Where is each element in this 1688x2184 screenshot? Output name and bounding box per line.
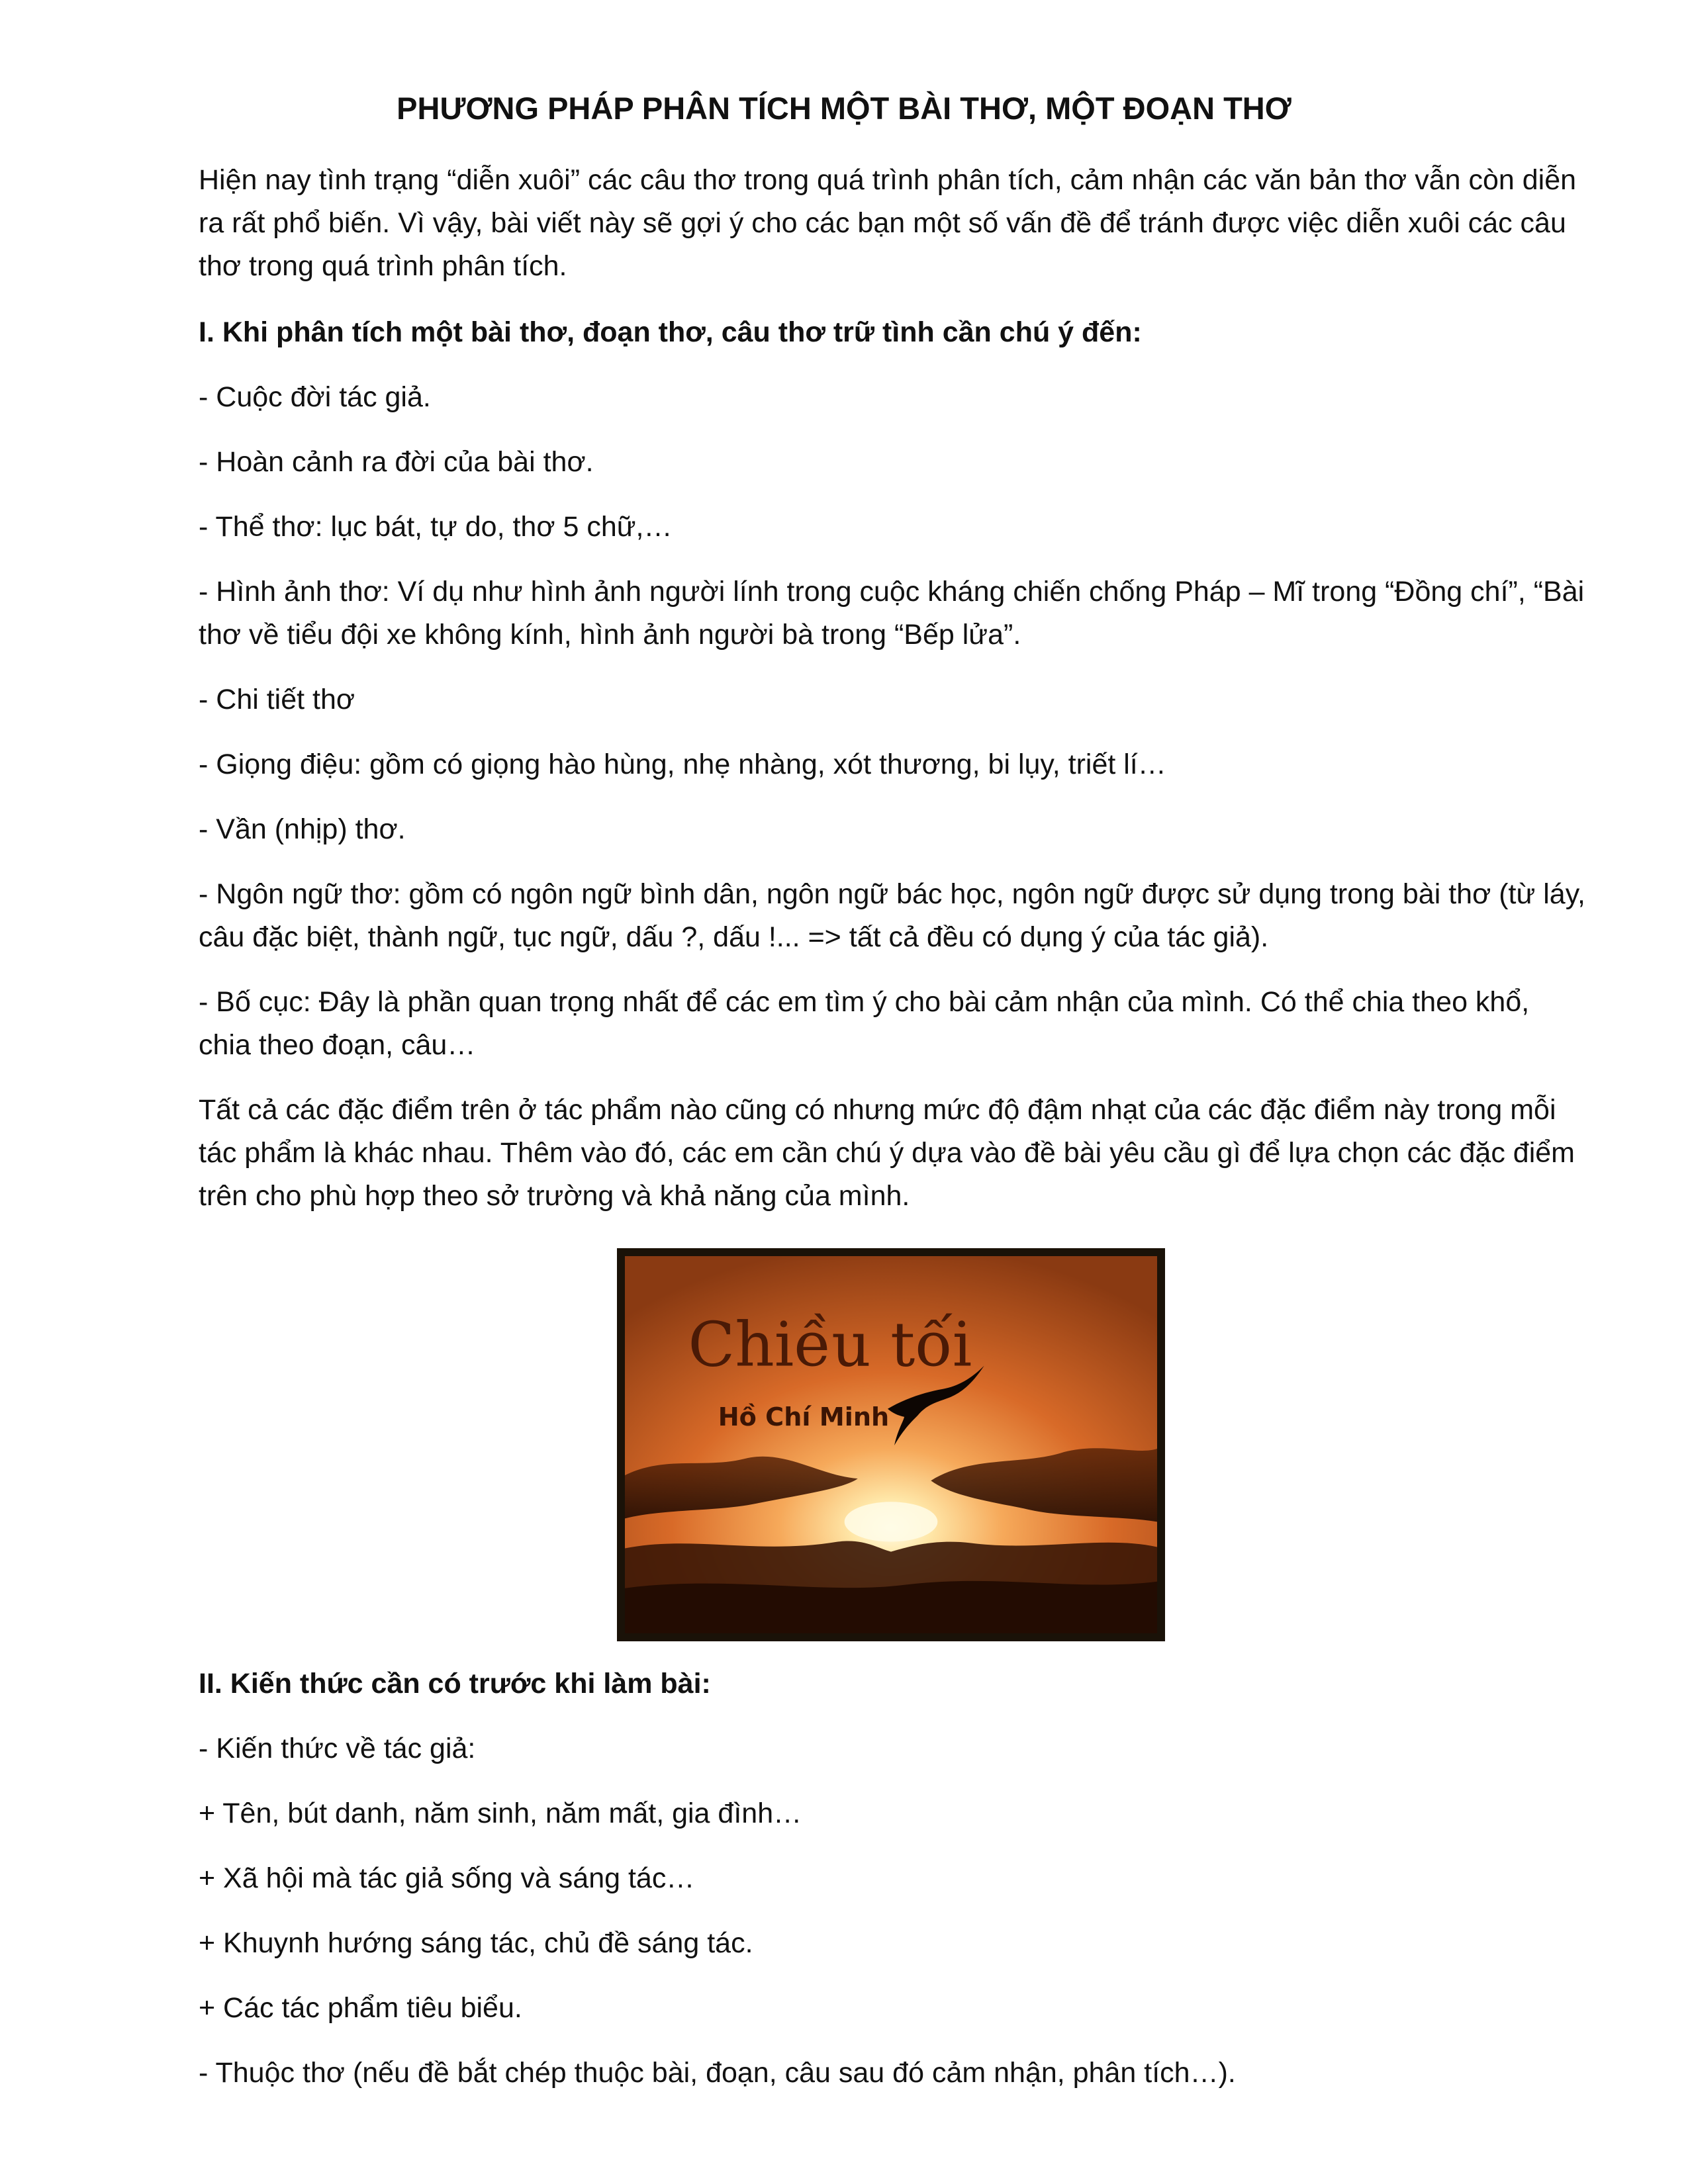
poem-illustration (617, 1248, 1165, 1641)
image-caption-author: Hồ Chí Minh (718, 1402, 890, 1432)
list-item: - Kiến thức về tác giả: (199, 1733, 476, 1764)
section1-heading: I. Khi phân tích một bài thơ, đoạn thơ, câu thơ trữ tình cần chú ý đến: (199, 316, 1142, 348)
list-item: - Cuộc đời tác giả. (199, 381, 431, 413)
list-item: - Vần (nhịp) thơ. (199, 813, 406, 845)
document-title: PHƯƠNG PHÁP PHÂN TÍCH MỘT BÀI THƠ, MỘT ĐOẠN THƠ (397, 91, 1291, 126)
section1-conclusion: Tất cả các đặc điểm trên ở tác phẩm nào cũng có nhưng mức độ đậm nhạt của các đặc điểm này trong mỗi tác phẩm là khác nhau. Thêm vào đó, các em cần chú ý dựa vào đề bài yêu cầu gì để lựa chọn các đặc điểm trên cho phù hợp theo sở trường và khả năng của mình. (199, 1094, 1575, 1212)
image-caption-title: Chiều tối (688, 1308, 972, 1381)
list-item: + Khuynh hướng sáng tác, chủ đề sáng tác. (199, 1927, 753, 1959)
document-page (199, 0, 1589, 2184)
intro-paragraph: Hiện nay tình trạng “diễn xuôi” các câu thơ trong quá trình phân tích, cảm nhận các văn bản thơ vẫn còn diễn ra rất phổ biến. Vì vậy, bài viết này sẽ gợi ý cho các bạn một số vấn đề để tránh được việc diễn xuôi các câu thơ trong quá trình phân tích. (199, 164, 1577, 282)
list-item: - Hoàn cảnh ra đời của bài thơ. (199, 446, 594, 478)
list-item: - Giọng điệu: gồm có giọng hào hùng, nhẹ nhàng, xót thương, bi lụy, triết lí… (199, 749, 1166, 780)
list-item: - Thể thơ: lục bát, tự do, thơ 5 chữ,… (199, 511, 673, 543)
list-item: + Tên, bút danh, năm sinh, năm mất, gia đình… (199, 1797, 802, 1829)
section2-heading: II. Kiến thức cần có trước khi làm bài: (199, 1668, 711, 1700)
list-item: + Các tác phẩm tiêu biểu. (199, 1992, 522, 2024)
list-item: - Ngôn ngữ thơ: gồm có ngôn ngữ bình dân, ngôn ngữ bác học, ngôn ngữ được sử dụng trong bài thơ (từ láy, câu đặc biệt, thành ngữ, tục ngữ, dấu ?, dấu !... => tất cả đều có dụng ý của tác giả). (199, 878, 1585, 953)
list-item: - Chi tiết thơ (199, 684, 355, 715)
list-item: - Bố cục: Đây là phần quan trọng nhất để các em tìm ý cho bài cảm nhận của mình. Có thể chia theo khổ, chia theo đoạn, câu… (199, 986, 1530, 1061)
list-item: - Thuộc thơ (nếu đề bắt chép thuộc bài, đoạn, câu sau đó cảm nhận, phân tích…). (199, 2057, 1236, 2089)
list-item: + Xã hội mà tác giả sống và sáng tác… (199, 1862, 695, 1894)
sunset-image (625, 1256, 1157, 1633)
list-item: - Hình ảnh thơ: Ví dụ như hình ảnh người lính trong cuộc kháng chiến chống Pháp – Mĩ trong “Đồng chí”, “Bài thơ về tiểu đội xe không kính, hình ảnh người bà trong “Bếp lửa”. (199, 576, 1585, 651)
